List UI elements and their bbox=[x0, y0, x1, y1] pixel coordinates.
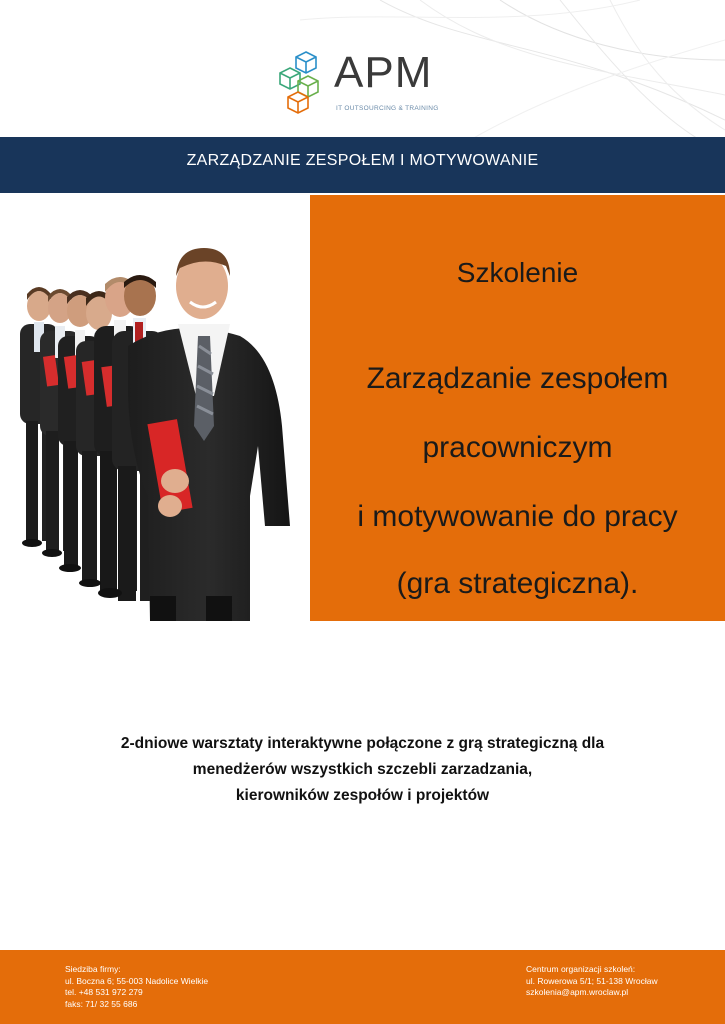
panel-title-line: pracowniczym bbox=[422, 431, 613, 464]
footer-training-center bbox=[526, 964, 658, 999]
panel-title-line: Zarządzanie zespołem bbox=[366, 362, 669, 395]
footer-heading: Centrum organizacji szkoleń: bbox=[526, 964, 636, 974]
footer-email[interactable]: szkolenia@apm.wroclaw.pl bbox=[526, 987, 629, 998]
footer-address: ul. Rowerowa 5/1; 51-138 Wrocław bbox=[526, 975, 658, 986]
panel-title-line: (gra strategiczna). bbox=[396, 567, 639, 600]
company-logo bbox=[270, 42, 443, 119]
header-band bbox=[0, 137, 725, 193]
logo-tagline: IT OUTSOURCING & TRAINING bbox=[336, 105, 439, 112]
panel-title-line: i motywowanie do pracy bbox=[357, 500, 678, 533]
cubes-logo-icon bbox=[278, 48, 334, 114]
training-description bbox=[0, 731, 725, 809]
description-line: menedżerów wszystkich szczebli zarzadzania, bbox=[192, 761, 533, 778]
footer-phone: tel. +48 531 972 279 bbox=[65, 987, 143, 998]
footer-headquarters bbox=[65, 964, 208, 1010]
description-line: 2-dniowe warsztaty interaktywne połączone z grą strategiczną dla bbox=[120, 735, 605, 752]
title-panel bbox=[310, 195, 725, 621]
footer-address: ul. Boczna 6; 55-003 Nadolice Wielkie bbox=[65, 975, 209, 986]
panel-label: Szkolenie bbox=[456, 257, 579, 288]
header-title: ZARZĄDZANIE ZESPOŁEM I MOTYWOWANIE bbox=[186, 152, 539, 169]
description-line: kierowników zespołów i projektów bbox=[235, 787, 490, 804]
logo-wordmark: APM bbox=[334, 48, 433, 97]
footer-fax: faks: 71/ 32 55 686 bbox=[65, 998, 138, 1009]
footer bbox=[0, 950, 725, 1024]
business-team-photo bbox=[0, 196, 310, 621]
footer-heading: Siedziba firmy: bbox=[65, 964, 121, 974]
